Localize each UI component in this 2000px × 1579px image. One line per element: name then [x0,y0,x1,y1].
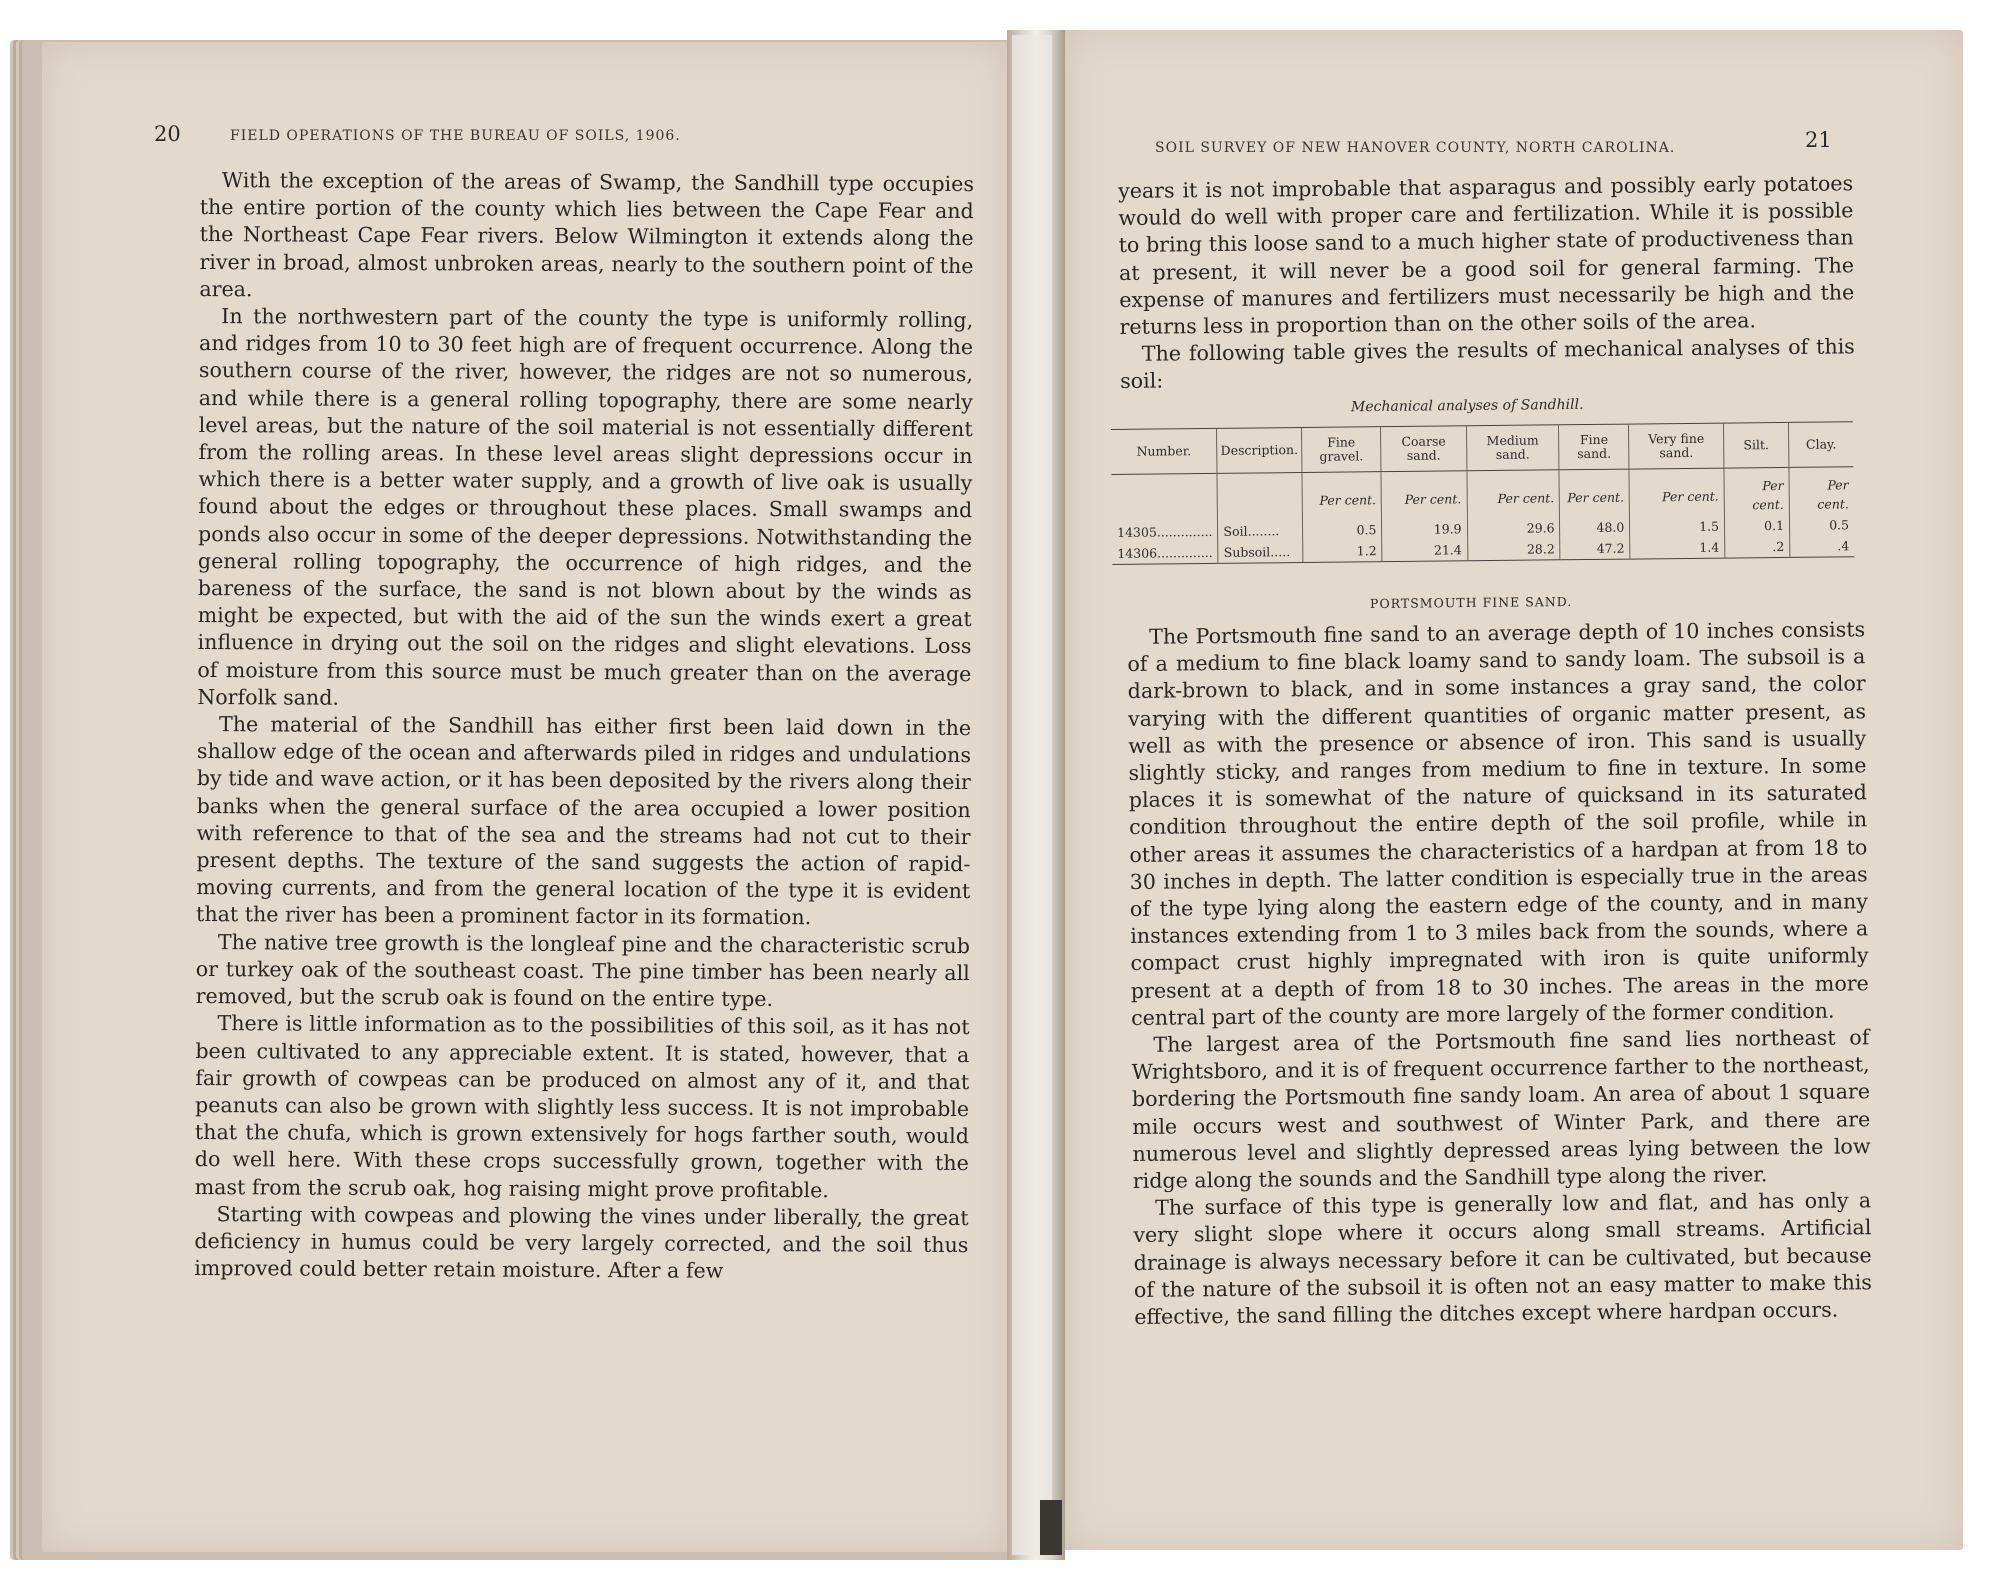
spine-shadow [1040,1500,1062,1555]
table-header-row [1111,422,1853,475]
paragraph: years it is not improbable that asparagus and possibly early potatoes would do well with proper care and fertilization. While it is possible to bring this loose sand to a much higher state of productiveness than at present, it will never be a good soil for general farming. The expense of manures and fertilizers must necessarily be high and the returns less in proportion than on the other soils of the area. [1118,171,1855,340]
table-cell: 21.4 [1382,539,1467,561]
paragraph: There is little information as to the possibilities of this soil, as it has not been cultivated to any appreciable extent. It is stated, however, that a fair growth of cowpeas can be produced on almost any of it, and that peanuts can also be grown with slightly less success. It is not improbable that the chufa, which is grown extensively for hogs farther south, would do well here. With these crops successfully grown, together with the mast from the scrub oak, hog raising might prove profitable. [194,1011,970,1202]
right-body-text-top [1118,170,1855,395]
paragraph: In the northwestern part of the county the type is uniformly rolling, and ridges from 10 to 30 feet high are of frequent occurrence. Along the southern course of the river, however, the ridges are not so numerous, and while there is a general rolling topography, there are some nearly level areas, but the nature of the soil material is not essentially different from the rolling areas. In these level areas slight depressions occur in which there is a better water supply, and a growth of live oak is usually found about the edges or throughout these places. Small swamps and ponds also occur in some of the deeper depressions. Notwithstanding the general rolling topography, the occurrence of high ridges, and the bareness of the surface, the sand is not blown about by the winds as might be expected, but with the aid of the sun the winds exert a great influence in drying out the soil on the ridges and slight elevations. Loss of moisture from this source must be much greater than on the average Norfolk sand. [197,304,974,710]
table-cell: 0.5 [1789,514,1854,536]
paragraph: The Portsmouth fine sand to an average depth of 10 inches consists of a medium to fine black loamy sand to sandy loam. The subsoil is a dark-brown to black, and in some instances a gray sand, the color varying with the different quantities of organic matter present, as well as with the presence or absence of iron. This sand is usually slightly sticky, and ranges from medium to fine in texture. In some places it is somewhat of the nature of quicksand in its saturated condition throughout the entire depth of the soil profile, while in other areas it assumes the characteristics of a hardpan at from 18 to 30 inches in depth. The latter condition is especially true in the areas of the type lying along the eastern edge of the county, and in many instances extending from 1 to 3 miles back from the sounds, where a compact crust highly impregnated with iron is quite uniformly present at a depth of from 18 to 30 inches. The areas in the more central part of the county are more largely of the former condition. [1127,617,1869,1030]
table-cell [1217,473,1302,521]
column-header: Coarse sand. [1381,426,1467,472]
table-cell: Soil........ [1218,520,1303,542]
column-header: Fine gravel. [1301,427,1381,473]
left-body-text [194,167,974,1286]
table-cell: Subsoil..... [1218,541,1303,563]
table-cell: Per cent. [1629,468,1724,516]
table-cell: Per cent. [1724,467,1789,515]
table-cell: 0.5 [1302,519,1382,541]
paragraph: The surface of this type is generally low and flat, and has only a very slight slope where it occurs along small streams. Artificial drainage is always necessary before it can be cultivated, but because of the nature of the subsoil it is often not an easy matter to make this effective, the sand filling the ditches except where hardpan occurs. [1133,1188,1873,1330]
table-cell: Per cent. [1302,472,1382,520]
table-cell: .4 [1790,535,1855,557]
table-cell: Per cent. [1381,471,1467,519]
table-cell [1111,473,1217,522]
column-header: Medium sand. [1466,425,1559,471]
right-page [1065,30,1963,1550]
table-cell: 1.2 [1302,540,1382,562]
left-running-head: FIELD OPERATIONS OF THE BUREAU OF SOILS, 1906. [230,128,681,144]
table-cell: .2 [1725,536,1790,558]
table-cell: 1.4 [1630,537,1725,559]
table-cell: Per cent. [1559,469,1629,517]
mechanical-analyses-table [1111,421,1854,565]
table-cell: 14305.............. [1117,523,1213,540]
table-cell: Per cent. [1466,470,1559,518]
column-header: Number. [1111,428,1217,474]
table-cell: 47.2 [1560,538,1630,560]
binding-strip [1012,35,1052,1555]
paragraph: The native tree growth is the longleaf pine and the characteristic scrub or turkey oak of the southeast coast. The pine timber has been nearly all removed, but the scrub oak is found on the entire type. [195,929,970,1012]
right-running-head: SOIL SURVEY OF NEW HANOVER COUNTY, NORTH CAROLINA. [1155,140,1676,156]
column-header: Fine sand. [1559,424,1629,470]
paragraph: The following table gives the results of mechanical analyses of this soil: [1120,334,1855,394]
paragraph: The largest area of the Portsmouth fine sand lies northeast of Wrightsboro, and it is of frequent occurrence farther to the northeast, bordering the Portsmouth fine sandy loam. An area of about 1 square mile occurs west and southwest of Winter Park, and there are numerous level and slightly depressed areas lying between the low ridge along the sounds and the Sandhill type along the river. [1131,1025,1871,1194]
table-cell: 48.0 [1560,517,1630,539]
left-page [42,42,1007,1552]
paragraph: With the exception of the areas of Swamp, the Sandhill type occupies the entire portion of the county which lies between the Cape Fear and the Northeast Cape Fear rivers. Below Wilmington it extends along the river in broad, almost unbroken areas, nearly to the southern point of the area. [199,168,974,302]
right-body-text-bottom [1127,616,1872,1331]
table-cell: Per cent. [1789,467,1854,515]
table-units-row [1111,467,1853,522]
section-heading: PORTSMOUTH FINE SAND. [1369,593,1573,612]
left-page-number: 20 [154,122,181,146]
table-cell: 19.9 [1382,518,1467,540]
paragraph: The material of the Sandhill has either first been laid down in the shallow edge of the ocean and afterwards piled in ridges and undulations by tide and wave action, or it has been deposited by the rivers along their banks when the general surface of the area occupied a lower position with reference to that of the sea and the streams had not cut to their present depths. The texture of the sand suggests the action of rapid-moving currents, and from the general location of the type it is evident that the river has been a prominent factor in its formation. [196,712,972,930]
table-cell: 29.6 [1467,517,1560,539]
column-header: Silt. [1723,422,1788,468]
table-title: Mechanical analyses of Sandhill. [1350,396,1584,416]
column-header: Very fine sand. [1629,423,1724,469]
column-header: Description. [1217,428,1302,474]
table-cell: 0.1 [1724,515,1789,537]
right-page-number: 21 [1805,128,1832,152]
table-cell: 28.2 [1467,538,1560,560]
column-header: Clay. [1788,422,1853,468]
paragraph: Starting with cowpeas and plowing the vines under liberally, the great deficiency in humus could be very largely corrected, and the soil thus improved could better retain moisture. After a few [194,1201,969,1283]
table-cell: 1.5 [1630,516,1725,538]
table-cell: 14306.............. [1112,542,1218,565]
